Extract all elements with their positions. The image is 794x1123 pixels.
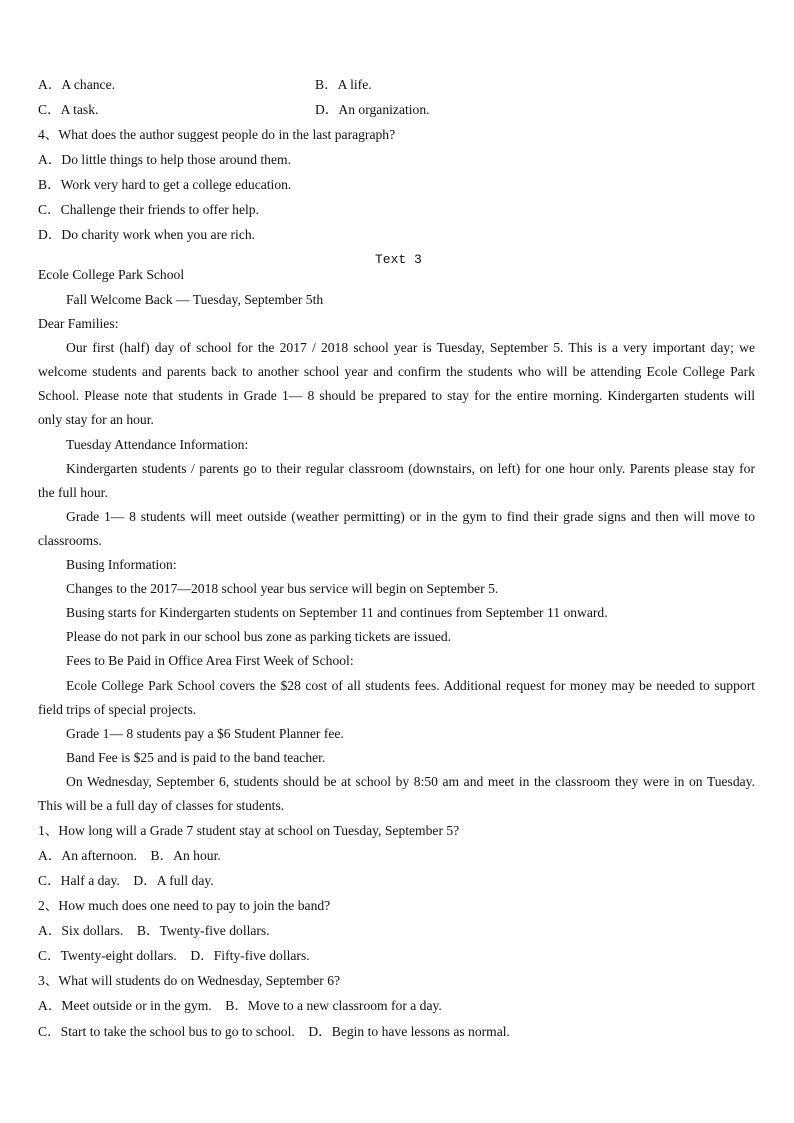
paragraph-line: classrooms. — [38, 533, 102, 548]
q3-options-cd: C．Start to take the school bus to go to school. D．Begin to have lessons as normal. — [38, 1024, 510, 1039]
q2-options-ab: A．Six dollars. B．Twenty-five dollars. — [38, 923, 270, 938]
paragraph-line: Grade 1— 8 students will meet outside (weather permitting) or in the gym to find their grade signs and then will move to — [66, 509, 755, 524]
busing-line: Changes to the 2017—2018 school year bus service will begin on September 5. — [66, 581, 499, 596]
question-4: 4、What does the author suggest people do in the last paragraph? — [38, 127, 396, 142]
paragraph-line: On Wednesday, September 6, students should be at school by 8:50 am and meet in the classroom they were in on Tuesday. — [66, 774, 755, 789]
section-heading: Text 3 — [375, 252, 422, 267]
option-a: A．A chance. — [38, 77, 116, 92]
q1-options-ab: A．An afternoon. B．An hour. — [38, 848, 221, 863]
busing-title: Busing Information: — [66, 557, 177, 572]
paragraph-line: This will be a full day of classes for students. — [38, 798, 285, 813]
q3-options-ab: A．Meet outside or in the gym. B．Move to a new classroom for a day. — [38, 998, 442, 1013]
question-3: 3、What will students do on Wednesday, September 6? — [38, 973, 341, 988]
busing-line: Please do not park in our school bus zone as parking tickets are issued. — [66, 629, 452, 644]
greeting: Dear Families: — [38, 316, 119, 331]
paragraph-line: only stay for an hour. — [38, 412, 154, 427]
planner-fee: Grade 1— 8 students pay a $6 Student Planner fee. — [66, 726, 344, 741]
paragraph-line: Ecole College Park School covers the $28 cost of all students fees. Additional request for money may be needed to support — [66, 678, 755, 693]
letter-subtitle: Fall Welcome Back — Tuesday, September 5th — [66, 292, 324, 307]
q2-options-cd: C．Twenty-eight dollars. D．Fifty-five dollars. — [38, 948, 310, 963]
paragraph-line: welcome students and parents back to another school year and confirm the students who will be attending Ecole College Park — [38, 364, 755, 379]
question-1: 1、How long will a Grade 7 student stay at school on Tuesday, September 5? — [38, 823, 460, 838]
paragraph-line: the full hour. — [38, 485, 108, 500]
q4-option-b: B．Work very hard to get a college education. — [38, 177, 292, 192]
option-d: D．An organization. — [315, 102, 430, 117]
option-b: B．A life. — [315, 77, 372, 92]
school-name: Ecole College Park School — [38, 267, 185, 282]
q1-options-cd: C．Half a day. D．A full day. — [38, 873, 214, 888]
paragraph-line: School. Please note that students in Grade 1— 8 should be prepared to stay for the entire morning. Kindergarten students will — [38, 388, 755, 403]
paragraph-line: Kindergarten students / parents go to their regular classroom (downstairs, on left) for one hour only. Parents please stay for — [66, 461, 755, 476]
q4-option-a: A．Do little things to help those around them. — [38, 152, 291, 167]
busing-line: Busing starts for Kindergarten students on September 11 and continues from September 11 onward. — [66, 605, 608, 620]
paragraph-line: field trips of special projects. — [38, 702, 197, 717]
band-fee: Band Fee is $25 and is paid to the band teacher. — [66, 750, 326, 765]
q4-option-c: C．Challenge their friends to offer help. — [38, 202, 259, 217]
attendance-title: Tuesday Attendance Information: — [66, 437, 249, 452]
q4-option-d: D．Do charity work when you are rich. — [38, 227, 256, 242]
fees-title: Fees to Be Paid in Office Area First Week of School: — [66, 653, 354, 668]
option-c: C．A task. — [38, 102, 99, 117]
paragraph-line: Our first (half) day of school for the 2017 / 2018 school year is Tuesday, September 5. This is a very important day; we — [66, 340, 755, 355]
question-2: 2、How much does one need to pay to join the band? — [38, 898, 331, 913]
